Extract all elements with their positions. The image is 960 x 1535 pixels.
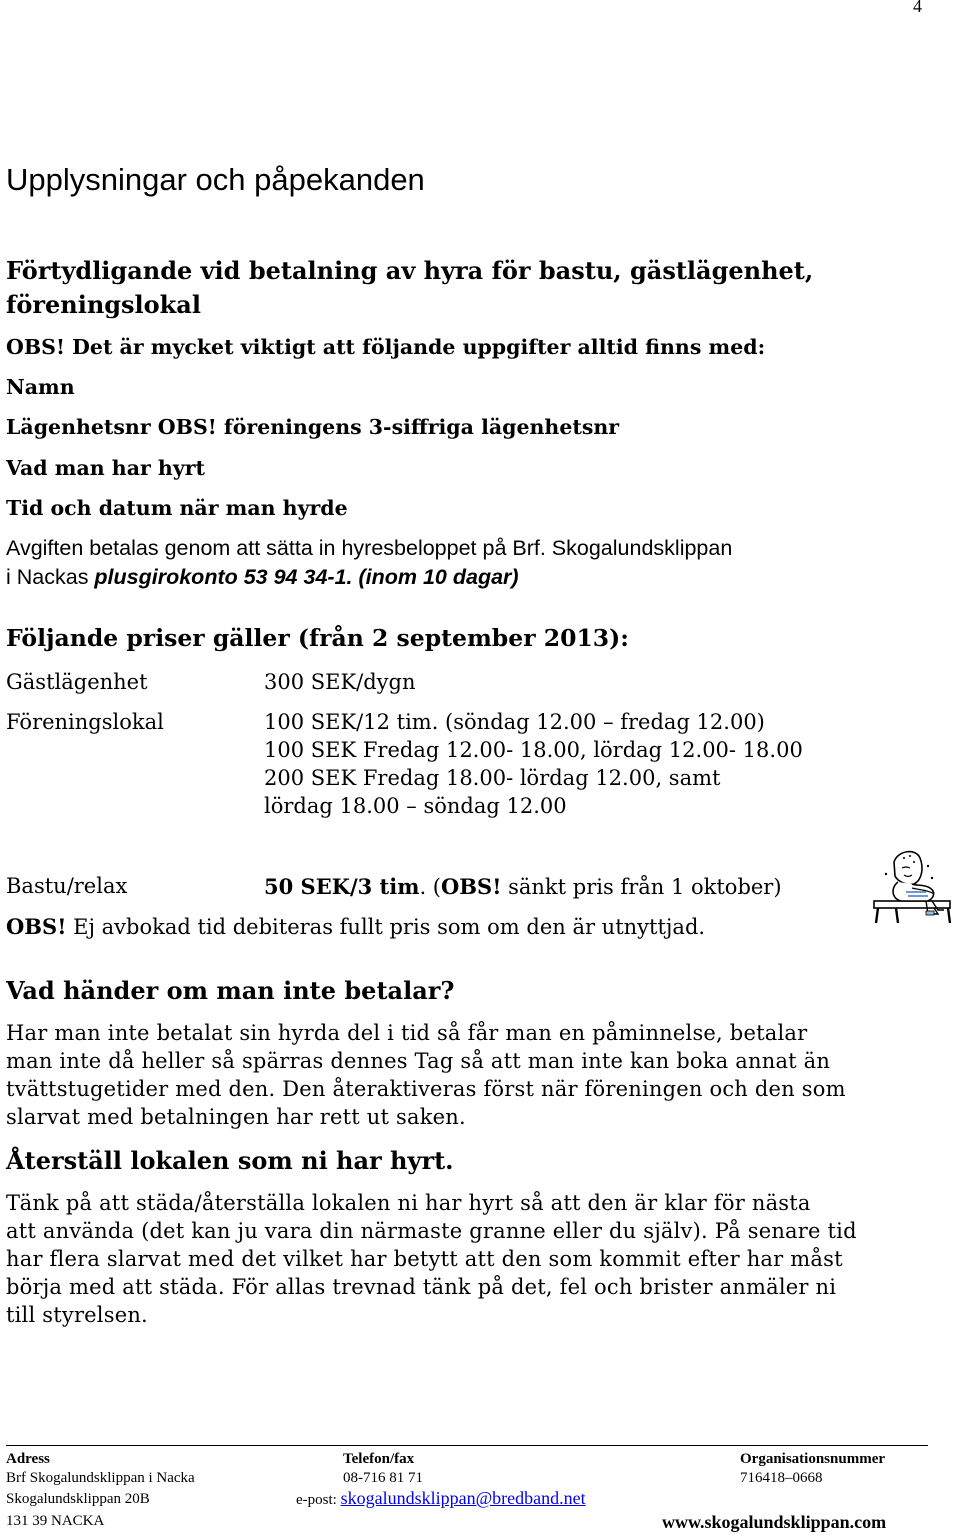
guest-apartment-label: Gästlägenhet [6,670,148,694]
obs-requirements-line: OBS! Det är mycket viktigt att följande uppgifter alltid finns med: [6,335,766,359]
footer-street: Skogalundsklippan 20B [6,1491,150,1507]
footer-email-link[interactable]: skogalundsklippan@bredband.net [340,1488,586,1508]
paragraph-line: att använda (det kan ju vara din närmaste granne eller du själv). På senare tid [6,1219,857,1243]
restore-paragraph [6,1189,946,1329]
footer-org-label: Organisationsnummer [740,1451,886,1467]
footer-email-label: e-post: [296,1492,341,1508]
requirement-item: Vad man har hyrt [6,456,206,480]
cancellation-note [6,914,705,939]
guest-apartment-price: 300 SEK/dygn [264,670,416,694]
payment-instruction-line1: Avgiften betalas genom att sätta in hyresbeloppet på Brf. Skogalundsklippan [6,536,733,560]
requirement-item: Lägenhetsnr OBS! föreningens 3-siffriga lägenhetsnr [6,415,620,439]
footer-association-name: Brf Skogalundsklippan i Nacka [6,1470,195,1486]
page-number: 4 [913,0,922,16]
footer-postal: 131 39 NACKA [6,1513,105,1529]
club-room-label: Föreningslokal [6,710,164,734]
payment-deadline-note: (inom 10 dagar) [352,565,519,589]
restore-heading: Återställ lokalen som ni har hyrt. [6,1146,454,1175]
plusgiro-account: plusgirokonto 53 94 34-1. [94,565,353,589]
paragraph-line: slarvat med betalningen har rett ut saken. [6,1105,466,1129]
club-room-price-line: 100 SEK/12 tim. (söndag 12.00 – fredag 12.00) [264,710,765,734]
footer-phone: 08-716 81 71 [343,1470,423,1486]
footer-orgnr: 716418–0668 [740,1470,823,1486]
payment-instruction-line2 [6,565,519,590]
sauna-note-a: . ( [419,875,441,899]
cancellation-obs: OBS! [6,914,67,939]
club-room-price-line: lördag 18.00 – söndag 12.00 [264,794,567,818]
page-title: Upplysningar och påpekanden [6,162,425,197]
paragraph-line: har flera slarvat med det vilket har betytt att den som kommit efter har måst [6,1247,843,1271]
requirement-item: Namn [6,375,75,399]
sauna-obs: OBS! [441,874,502,899]
club-room-price-line: 100 SEK Fredag 12.00- 18.00, lördag 12.00- 18.00 [264,738,803,762]
section-heading-payment-line2: föreningslokal [6,290,201,319]
requirement-item: Tid och datum när man hyrde [6,496,348,520]
paragraph-line: till styrelsen. [6,1303,148,1327]
payment-prefix: i Nackas [6,565,95,589]
nonpayment-heading: Vad händer om man inte betalar? [6,976,455,1005]
paragraph-line: Tänk på att städa/återställa lokalen ni har hyrt så att den är klar för nästa [6,1191,811,1215]
paragraph-line: man inte då heller så spärras dennes Tag så att man inte kan boka annat än [6,1049,831,1073]
footer-adress-label: Adress [6,1451,50,1467]
paragraph-line: Har man inte betalat sin hyrda del i tid så får man en påminnelse, betalar [6,1021,808,1045]
paragraph-line: börja med att städa. För allas trevnad tänk på det, fel och brister anmäler ni [6,1275,837,1299]
sauna-price-line [264,874,782,899]
sauna-label: Bastu/relax [6,874,128,898]
sauna-note-b: sänkt pris från 1 oktober) [501,875,782,899]
sauna-person-on-bench-icon [868,848,956,924]
cancellation-text: Ej avbokad tid debiteras fullt pris som om den är utnyttjad. [66,915,706,939]
footer-telefon-label: Telefon/fax [343,1451,415,1467]
section-heading-payment-line1: Förtydligande vid betalning av hyra för bastu, gästlägenhet, [6,256,814,285]
sauna-price: 50 SEK/3 tim [264,874,420,899]
prices-heading: Följande priser gäller (från 2 september 2013): [6,624,629,652]
club-room-price-line: 200 SEK Fredag 18.00- lördag 12.00, samt [264,766,721,790]
footer-website[interactable]: www.skogalundsklippan.com [662,1512,887,1532]
nonpayment-paragraph [6,1019,946,1131]
footer-divider [6,1445,928,1446]
paragraph-line: tvättstugetider med den. Den återaktiveras först när föreningen och den som [6,1077,846,1101]
footer-email-line [296,1488,586,1509]
